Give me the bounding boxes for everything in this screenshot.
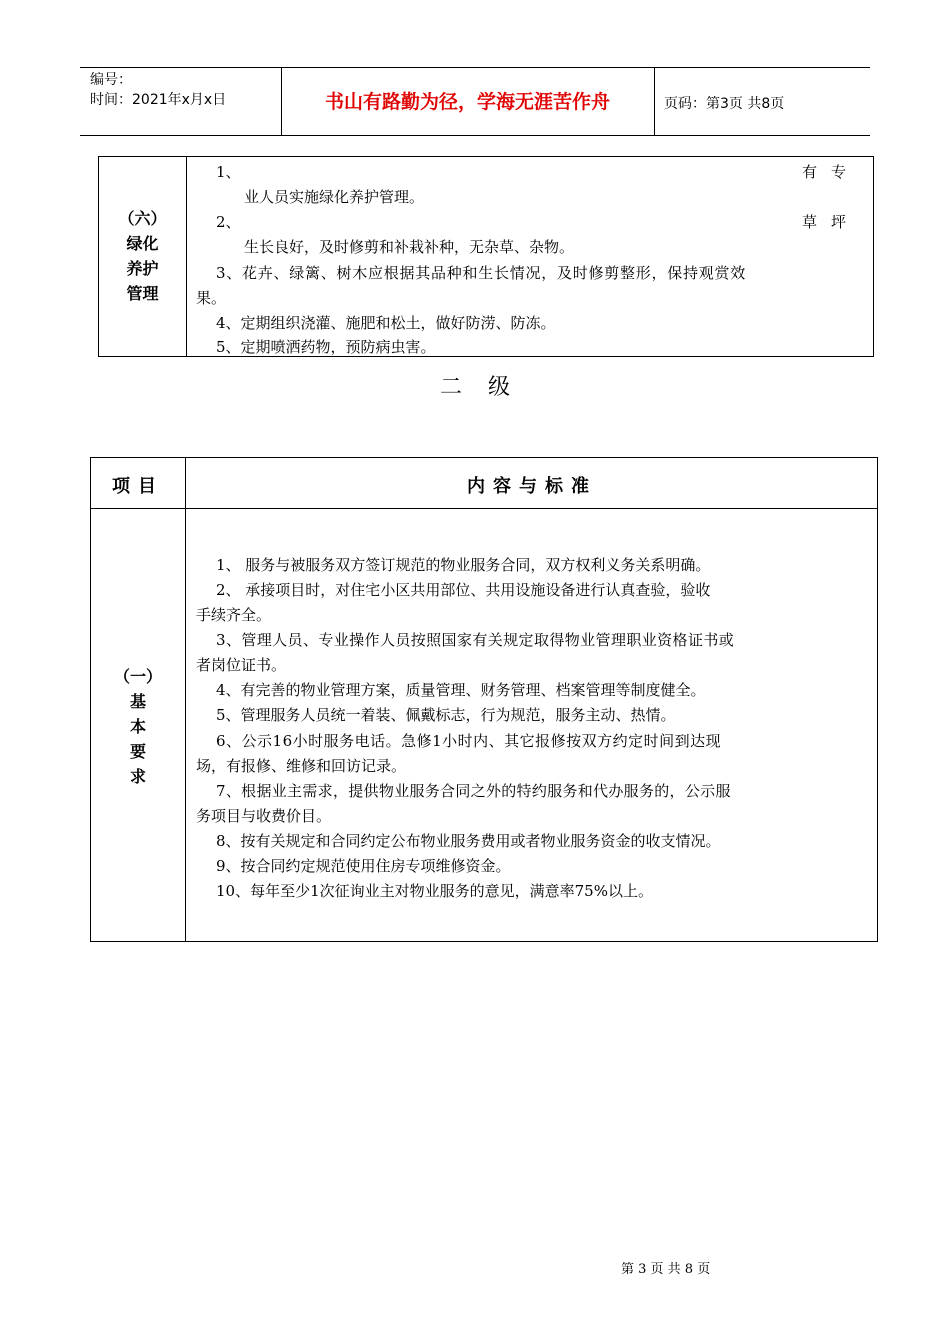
req-line: 9、按合同约定规范使用住房专项维修资金。 (216, 857, 511, 875)
basic-label-line: 要 (129, 742, 146, 761)
req-line: 4、有完善的物业管理方案，质量管理、财务管理、档案管理等制度健全。 (216, 681, 706, 699)
section6-item-3-cont: 果。 (196, 289, 227, 307)
header-meta (90, 70, 226, 110)
section6-item-2-tail: 草坪 (801, 213, 860, 231)
basic-label-line: （一） (113, 667, 162, 686)
basic-label-line: 本 (129, 717, 146, 736)
basic-requirements-label (91, 664, 185, 789)
level2-column-divider (185, 457, 186, 942)
header-number-label: 编号： (90, 72, 132, 88)
req-line: 场，有报修、维修和回访记录。 (196, 757, 407, 775)
header-divider-right (654, 67, 655, 135)
basic-label-line: 基 (129, 692, 146, 711)
basic-label-line: 求 (129, 767, 146, 786)
section6-item-2-number: 2、 (216, 213, 241, 231)
req-line: 5、管理服务人员统一着装、佩戴标志，行为规范，服务主动、热情。 (216, 706, 676, 724)
level2-header-rule (90, 508, 878, 509)
req-line: 10、每年至少1次征询业主对物业服务的意见，满意率75%以上。 (216, 882, 653, 900)
section6-item-2-text: 生长良好，及时修剪和补栽补种，无杂草、杂物。 (244, 238, 575, 256)
req-line: 6、公示16小时服务电话。急修1小时内、其它报修按双方约定时间到达现 (216, 732, 722, 750)
section6-column-divider (186, 156, 187, 357)
req-line: 手续齐全。 (196, 606, 272, 624)
section6-label-line: 绿化 (126, 234, 159, 253)
section6-item-5-text: 5、定期喷洒药物，预防病虫害。 (216, 338, 436, 356)
page-footer: 第 3 页 共 8 页 (621, 1262, 711, 1277)
req-line: 者岗位证书。 (196, 656, 287, 674)
req-line: 2、 承接项目时，对住宅小区共用部位、共用设施设备进行认真查验，验收 (216, 581, 711, 599)
header-top-rule (80, 67, 870, 68)
header-date-label: 时间：2021年x月x日 (90, 92, 227, 108)
section6-item-1-tail: 有专 (801, 163, 860, 181)
req-line: 1、 服务与被服务双方签订规范的物业服务合同，双方权利义务关系明确。 (216, 556, 711, 574)
req-line: 8、按有关规定和合同约定公布物业服务费用或者物业服务资金的收支情况。 (216, 832, 721, 850)
section6-label-line: （六） (118, 209, 167, 228)
req-line: 3、管理人员、专业操作人员按照国家有关规定取得物业管理职业资格证书或 (216, 631, 735, 649)
header-bottom-rule (80, 135, 870, 136)
level-heading: 二级 (439, 375, 536, 400)
section6-item-3-text: 3、花卉、绿篱、树木应根据其品种和生长情况，及时修剪整形，保持观赏效 (216, 264, 747, 282)
req-line: 务项目与收费价目。 (196, 807, 332, 825)
col-header-item: 项目 (112, 476, 164, 497)
section6-item-4-text: 4、定期组织浇灌、施肥和松土，做好防涝、防冻。 (216, 314, 556, 332)
section6-item-1-number: 1、 (216, 163, 241, 181)
section6-label-line: 养护 (126, 259, 159, 278)
header-page-info: 页码：第3页 共8页 (664, 96, 785, 112)
section6-item-1-text: 业人员实施绿化养护管理。 (244, 188, 425, 206)
section6-label-line: 管理 (126, 284, 159, 303)
header-motto: 书山有路勤为径，学海无涯苦作舟 (324, 91, 610, 113)
section6-label (99, 206, 186, 306)
req-line: 7、根据业主需求，提供物业服务合同之外的特约服务和代办服务的，公示服 (216, 782, 731, 800)
col-header-content: 内容与标准 (467, 476, 597, 497)
